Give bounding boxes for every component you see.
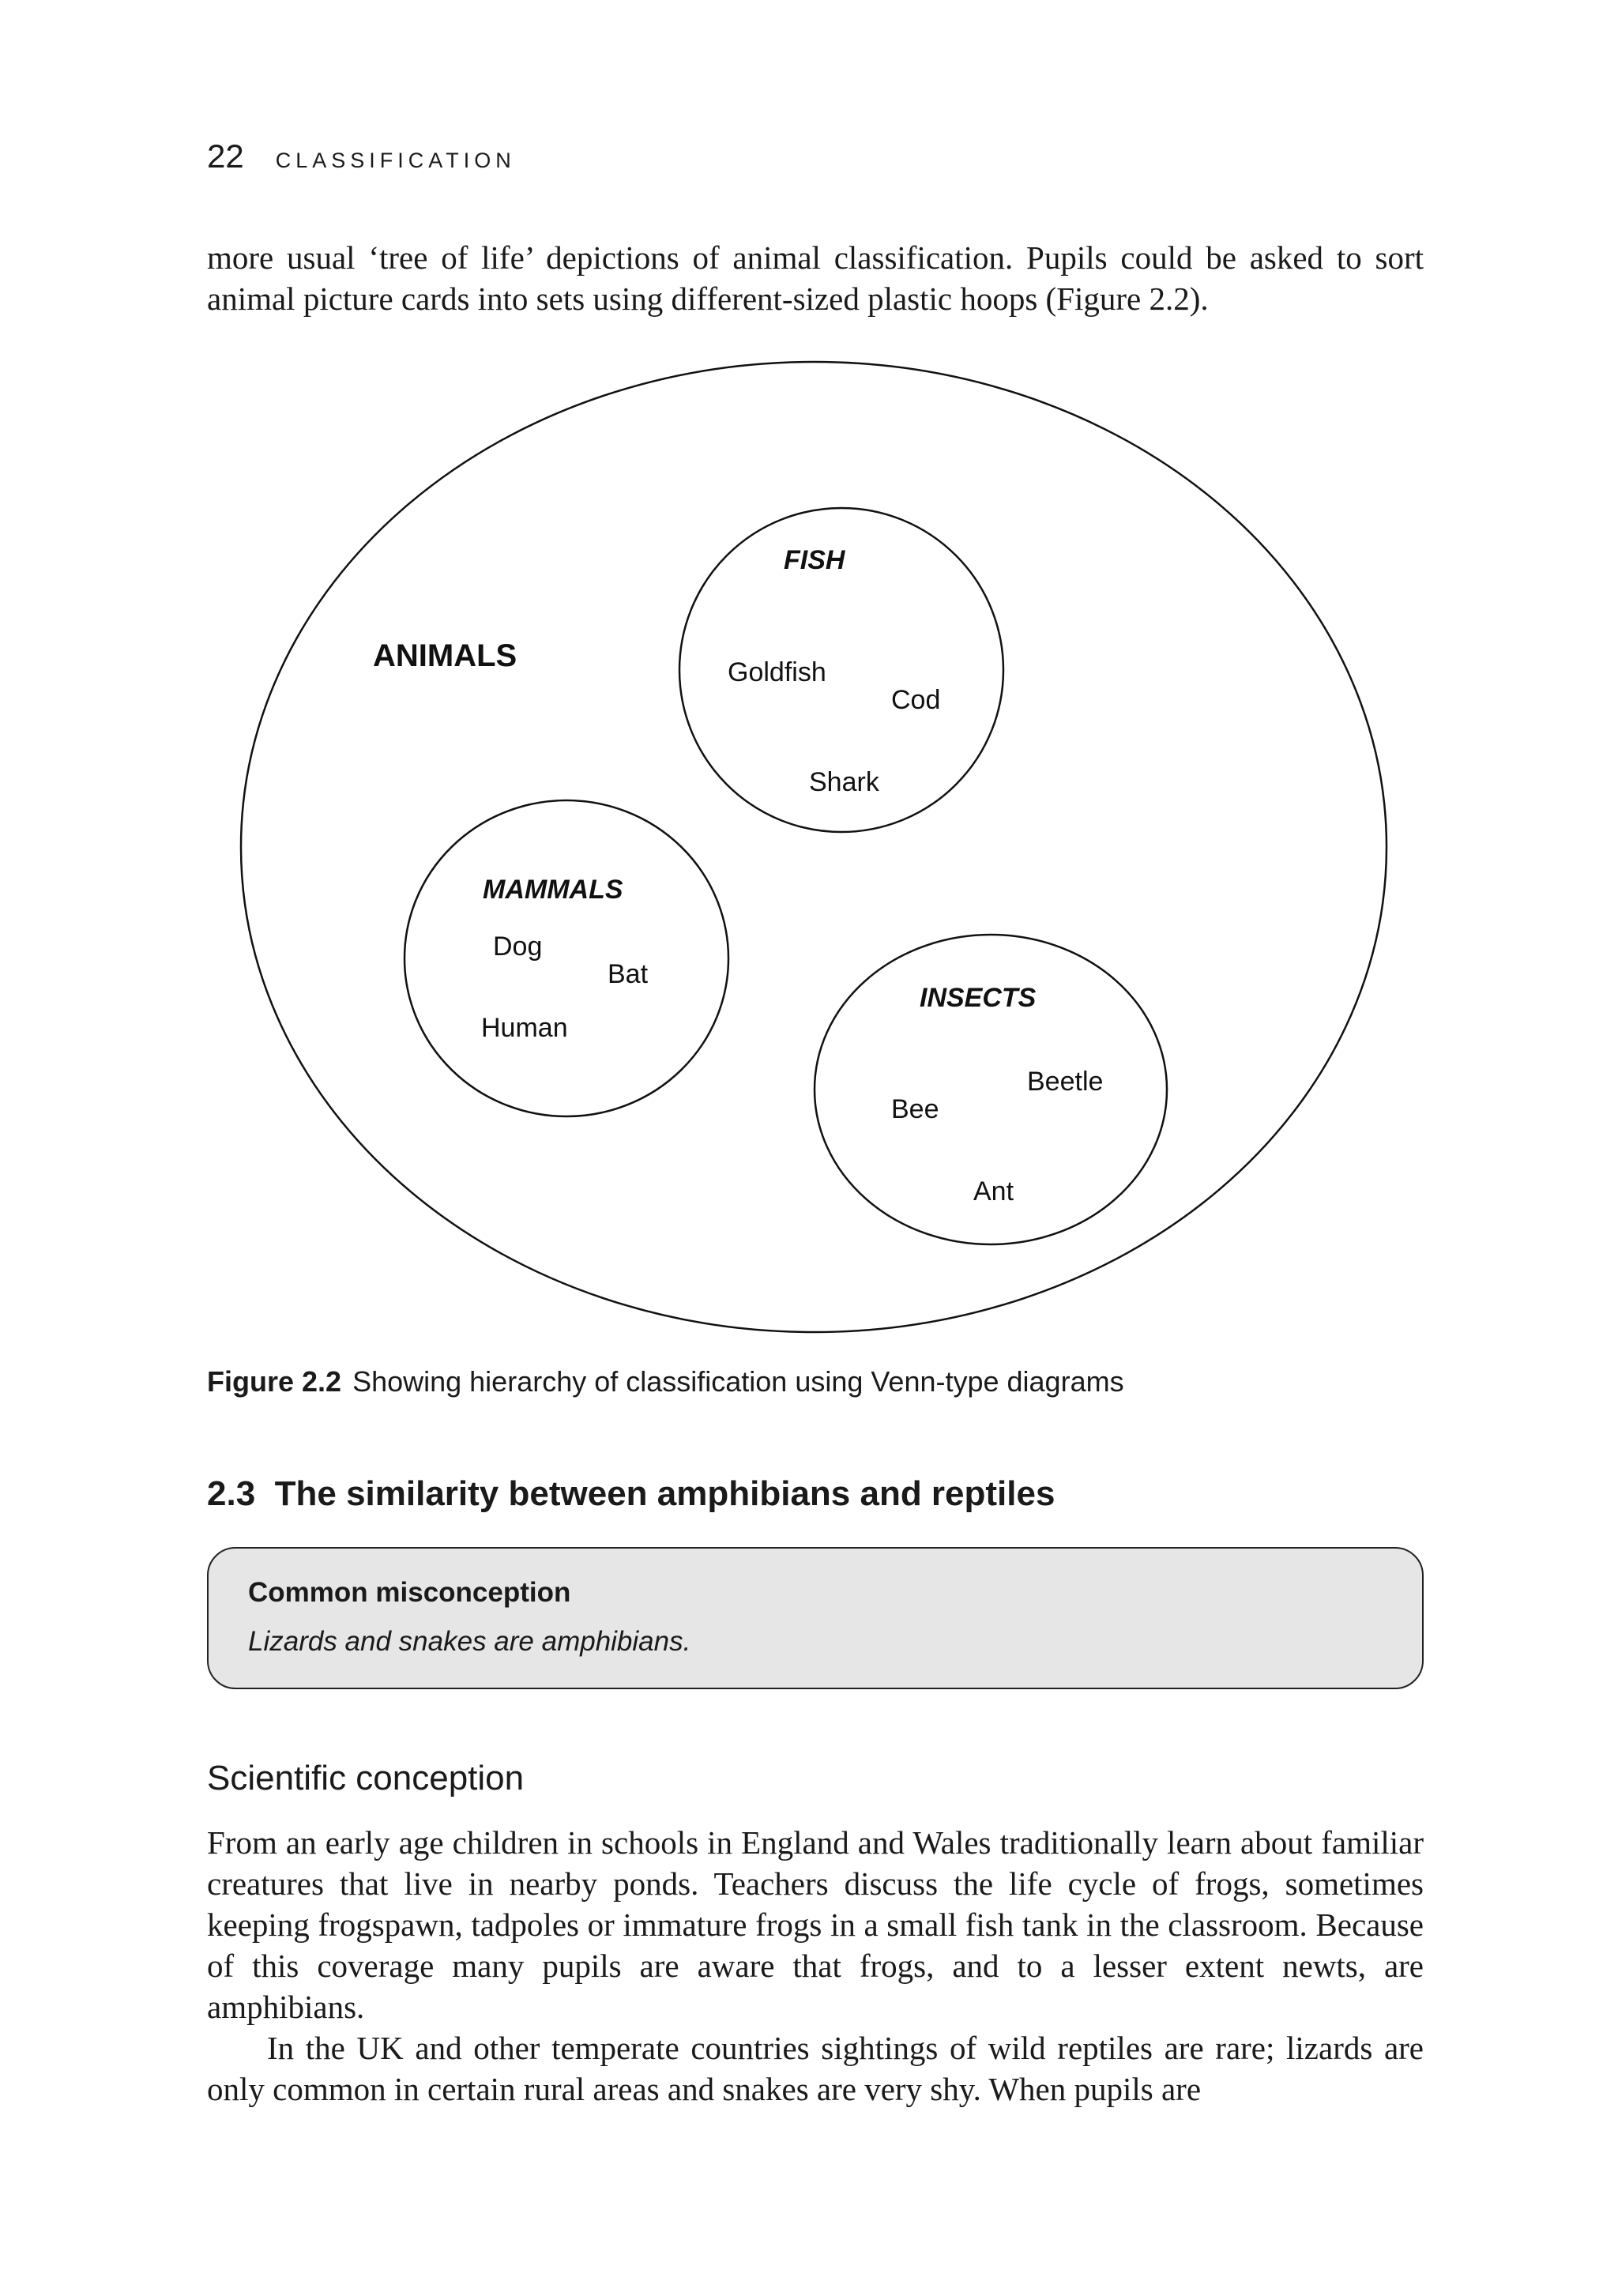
- body-paragraph: From an early age children in schools in England and Wales traditionally learn about familiar creatures that live in nearby ponds. Teachers discuss the life cycle of frogs, sometimes keeping frogspawn, tadpoles or immature frogs in a small fish tank in the classroom. Because of this coverage many pupils are aware that frogs, and to a lesser extent newts, are amphibians.: [207, 1824, 1424, 2025]
- animals-set-ellipse: [241, 362, 1387, 1332]
- intro-paragraph: more usual ‘tree of life’ depictions of animal classification. Pupils could be asked to sort animal picture cards into sets using different-sized plastic hoops (Figure 2.2).: [207, 239, 1424, 317]
- mammals-set-label: MAMMALS: [483, 875, 623, 905]
- fish-member: Shark: [809, 767, 879, 797]
- mammals-member: Dog: [493, 932, 543, 962]
- insects-member: Bee: [891, 1094, 939, 1124]
- misconception-box: [207, 1547, 1424, 1689]
- figure-caption-label: Figure 2.2: [207, 1365, 342, 1398]
- misconception-title: Common misconception: [248, 1577, 571, 1608]
- mammals-member: Bat: [608, 959, 649, 989]
- misconception-text: Lizards and snakes are amphibians.: [248, 1626, 691, 1657]
- insects-member: Ant: [973, 1176, 1014, 1206]
- section-heading: 2.3 The similarity between amphibians and reptiles: [207, 1474, 1055, 1513]
- fish-member: Goldfish: [728, 657, 826, 687]
- page-number: 22: [207, 137, 244, 175]
- insects-member: Beetle: [1027, 1067, 1104, 1097]
- fish-member: Cod: [891, 685, 941, 715]
- mammals-member: Human: [481, 1013, 568, 1043]
- animals-set-label: ANIMALS: [373, 638, 517, 673]
- mammals-set-circle: [404, 800, 728, 1116]
- insects-set-label: INSECTS: [920, 983, 1037, 1013]
- body-paragraph: In the UK and other temperate countries sightings of wild reptiles are rare; lizards are only common in certain rural areas and snakes are very shy. When pupils are: [207, 2030, 1424, 2107]
- subheading: Scientific conception: [207, 1759, 525, 1797]
- fish-set-label: FISH: [784, 545, 845, 575]
- running-head-section: CLASSIFICATION: [275, 149, 516, 172]
- figure-caption: [207, 1365, 1124, 1398]
- figure-caption-text: Showing hierarchy of classification using Venn-type diagrams: [352, 1365, 1124, 1398]
